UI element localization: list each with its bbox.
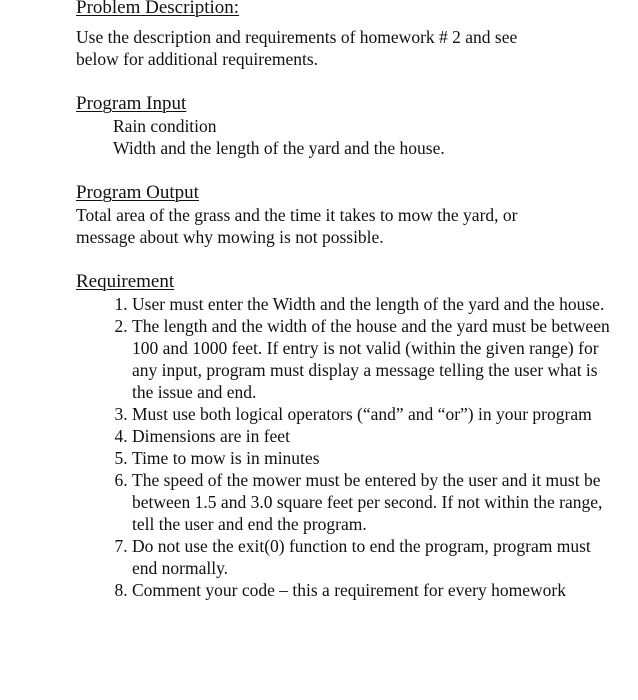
problem-description-text [76, 26, 616, 70]
requirement-item: 6. The speed of the mower must be entered by the user and it must be between 1.5 and 3.0 square feet per second. If not within the range, tell the user and end the program. [132, 469, 616, 535]
program-output-line: message about why mowing is not possible. [76, 227, 384, 247]
program-input-item: Rain condition [113, 116, 217, 136]
requirement-item: 3. Must use both logical operators (“and” and “or”) in your program [132, 403, 616, 425]
requirement-heading: Requirement [76, 271, 175, 292]
requirement-section [76, 270, 616, 601]
program-input-item: Width and the length of the yard and the house. [113, 138, 445, 158]
requirement-item: 2. The length and the width of the house and the yard must be between 100 and 1000 feet. If entry is not valid (within the given range) for any input, program must display a message telling the user what is the issue and end. [132, 315, 616, 403]
problem-description-heading: Problem Description: [76, 0, 240, 18]
requirement-item: 8. Comment your code – this a requirement for every homework [132, 579, 616, 601]
problem-description-line: Use the description and requirements of homework # 2 and see [76, 27, 518, 47]
requirement-item: 7. Do not use the exit(0) function to end the program, program must end normally. [132, 535, 616, 579]
program-output-section [76, 181, 616, 248]
program-input-heading: Program Input [76, 93, 187, 114]
program-output-line: Total area of the grass and the time it takes to mow the yard, or [76, 205, 518, 225]
requirement-list [76, 293, 616, 601]
requirement-item: 5. Time to mow is in minutes [132, 447, 616, 469]
document-page [76, 0, 616, 601]
requirement-item: 1. User must enter the Width and the length of the yard and the house. [132, 293, 616, 315]
program-input-section [76, 92, 616, 159]
program-output-heading: Program Output [76, 182, 199, 203]
problem-description-line: below for additional requirements. [76, 49, 319, 69]
requirement-item: 4. Dimensions are in feet [132, 425, 616, 447]
